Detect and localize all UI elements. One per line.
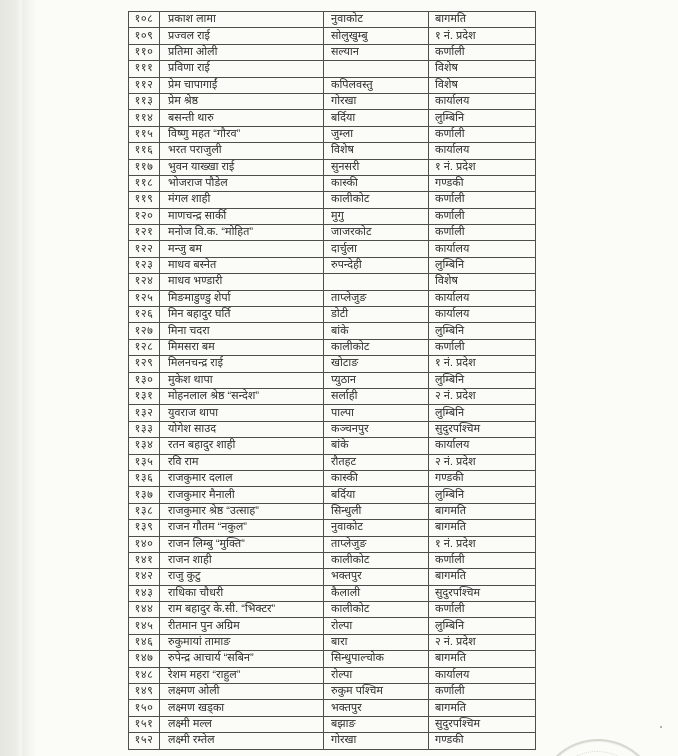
cell-district: कैलाली [324, 585, 429, 601]
cell-province: कार्यालय [429, 438, 536, 454]
cell-number: ११२ [129, 77, 160, 93]
cell-number: १४७ [129, 651, 160, 667]
cell-district: सिन्धुली [324, 503, 429, 519]
table-row [129, 552, 536, 568]
cell-province: सुदुरपश्चिम [429, 421, 536, 437]
table-row [129, 126, 536, 142]
table-row [129, 274, 536, 290]
table-row [129, 634, 536, 650]
cell-number: १३६ [129, 470, 160, 486]
table-row [129, 61, 536, 77]
cell-province: बागमति [429, 569, 536, 585]
cell-number: १३१ [129, 388, 160, 404]
cell-number: १४९ [129, 684, 160, 700]
cell-district: भक्तपुर [324, 569, 429, 585]
cell-province: सुदुरपश्चिम [429, 585, 536, 601]
cell-number: १४८ [129, 667, 160, 683]
cell-province: बागमति [429, 12, 536, 28]
cell-district: कपिलवस्तु [324, 77, 429, 93]
table-row [129, 175, 536, 191]
cell-district: बांके [324, 323, 429, 339]
cell-district: रौतहट [324, 454, 429, 470]
cell-province: सुदुरपश्चिम [429, 716, 536, 732]
cell-district: प्युठान [324, 372, 429, 388]
cell-province: गण्डकी [429, 470, 536, 486]
cell-province: गण्डकी [429, 175, 536, 191]
cell-district: नुवाकोट [324, 520, 429, 536]
table-row [129, 454, 536, 470]
cell-number: १३९ [129, 520, 160, 536]
cell-province: लुम्बिनि [429, 487, 536, 503]
cell-name: मिलनचन्द्र राई [160, 356, 324, 372]
cell-province: २ नं. प्रदेश [429, 634, 536, 650]
cell-name: मन्जु बम [160, 241, 324, 257]
cell-province: गण्डकी [429, 733, 536, 749]
cell-district: सुनसरी [324, 159, 429, 175]
table-row [129, 536, 536, 552]
cell-name: मोहनलाल श्रेष्ठ “सन्देश” [160, 388, 324, 404]
cell-district [324, 61, 429, 77]
cell-number: १२२ [129, 241, 160, 257]
cell-district: पाल्पा [324, 405, 429, 421]
cell-province: १ नं. प्रदेश [429, 356, 536, 372]
cell-name: राम बहादुर के.सी. “भिक्टर” [160, 602, 324, 618]
cell-number: १२० [129, 208, 160, 224]
cell-province: कर्णाली [429, 339, 536, 355]
cell-province: कर्णाली [429, 225, 536, 241]
roster-table [128, 11, 536, 750]
cell-number: १४५ [129, 618, 160, 634]
cell-number: १४१ [129, 552, 160, 568]
cell-district: विशेष [324, 143, 429, 159]
cell-district: रुकुम पश्चिम [324, 684, 429, 700]
cell-province: १ नं. प्रदेश [429, 159, 536, 175]
cell-number: १२८ [129, 339, 160, 355]
cell-number: १२३ [129, 257, 160, 273]
cell-name: राजन शाही [160, 552, 324, 568]
cell-number: ११५ [129, 126, 160, 142]
cell-name: रीतमान पुन अग्रिम [160, 618, 324, 634]
table-row [129, 307, 536, 323]
cell-province: बागमति [429, 520, 536, 536]
cell-name: मंगल शाही [160, 192, 324, 208]
table-row [129, 323, 536, 339]
cell-district: सिन्धुपाल्चोक [324, 651, 429, 667]
cell-district: रोल्पा [324, 667, 429, 683]
cell-name: रवि राम [160, 454, 324, 470]
cell-number: ११९ [129, 192, 160, 208]
cell-province: कर्णाली [429, 684, 536, 700]
cell-province: कर्णाली [429, 208, 536, 224]
cell-number: १४३ [129, 585, 160, 601]
cell-district: गोरखा [324, 93, 429, 109]
cell-province: बागमति [429, 700, 536, 716]
table-row [129, 192, 536, 208]
cell-province: लुम्बिनि [429, 372, 536, 388]
cell-number: ११३ [129, 93, 160, 109]
cell-province: कार्यालय [429, 93, 536, 109]
cell-name: प्रेम चापागाईं [160, 77, 324, 93]
cell-province: २ नं. प्रदेश [429, 388, 536, 404]
cell-district: ताप्लेजुङ [324, 536, 429, 552]
cell-name: प्रकाश लामा [160, 12, 324, 28]
cell-name: भुवन याख्खा राई [160, 159, 324, 175]
cell-district: रुपन्देही [324, 257, 429, 273]
table-row [129, 110, 536, 126]
cell-name: प्रतिमा ओली [160, 44, 324, 60]
cell-name: योगेश साउद [160, 421, 324, 437]
cell-name: मिङमाडुण्डु शेर्पा [160, 290, 324, 306]
cell-number: १३४ [129, 438, 160, 454]
cell-name: प्रेम श्रेष्ठ [160, 93, 324, 109]
cell-district: सोलुखुम्बु [324, 28, 429, 44]
cell-district: कञ्चनपुर [324, 421, 429, 437]
cell-district: बर्दिया [324, 487, 429, 503]
cell-province: बागमति [429, 651, 536, 667]
cell-province: कर्णाली [429, 602, 536, 618]
cell-name: लक्ष्मण ओली [160, 684, 324, 700]
cell-name: विष्णु महत “गौरव” [160, 126, 324, 142]
cell-province: कर्णाली [429, 126, 536, 142]
cell-district: कालीकोट [324, 602, 429, 618]
cell-province: कार्यालय [429, 143, 536, 159]
cell-district: सल्यान [324, 44, 429, 60]
table-row [129, 143, 536, 159]
cell-district: सर्लाही [324, 388, 429, 404]
table-row [129, 159, 536, 175]
cell-district: बझाङ [324, 716, 429, 732]
cell-number: १३८ [129, 503, 160, 519]
table-row [129, 257, 536, 273]
cell-number: १२९ [129, 356, 160, 372]
table-row [129, 651, 536, 667]
cell-province: विशेष [429, 274, 536, 290]
cell-name: रेशम महरा “राहुल” [160, 667, 324, 683]
cell-province: कर्णाली [429, 44, 536, 60]
cell-name: माधव बस्नेत [160, 257, 324, 273]
table-row [129, 602, 536, 618]
cell-name: मिन बहादुर घर्ति [160, 307, 324, 323]
cell-number: १४० [129, 536, 160, 552]
table-row [129, 618, 536, 634]
cell-number: १३० [129, 372, 160, 388]
cell-number: १२४ [129, 274, 160, 290]
cell-district: रोल्पा [324, 618, 429, 634]
cell-number: १२१ [129, 225, 160, 241]
cell-district: कास्की [324, 175, 429, 191]
cell-number: १२७ [129, 323, 160, 339]
cell-number: १५२ [129, 733, 160, 749]
table-row [129, 241, 536, 257]
table-row [129, 372, 536, 388]
cell-name: लक्ष्मी मल्ल [160, 716, 324, 732]
cell-name: राजकुमार दलाल [160, 470, 324, 486]
cell-name: माणचन्द्र सार्की [160, 208, 324, 224]
cell-name: राजकुमार श्रेष्ठ “उत्साह” [160, 503, 324, 519]
cell-number: ११६ [129, 143, 160, 159]
table-row [129, 290, 536, 306]
cell-province: १ नं. प्रदेश [429, 536, 536, 552]
cell-province: कर्णाली [429, 192, 536, 208]
cell-district: ताप्लेजुङ [324, 290, 429, 306]
cell-district: डोटी [324, 307, 429, 323]
cell-district: दार्चुला [324, 241, 429, 257]
cell-name: लक्ष्मण खड्का [160, 700, 324, 716]
cell-number: १११ [129, 61, 160, 77]
cell-name: राजन लिम्बु “मुक्ति” [160, 536, 324, 552]
cell-district: बर्दिया [324, 110, 429, 126]
cell-number: १२६ [129, 307, 160, 323]
table-row [129, 421, 536, 437]
cell-province: कर्णाली [429, 552, 536, 568]
cell-name: राजन गौतम “नकुल” [160, 520, 324, 536]
cell-province: बागमति [429, 503, 536, 519]
roster-table-body [129, 12, 536, 750]
cell-province: २ नं. प्रदेश [429, 454, 536, 470]
cell-name: रुपेन्द्र आचार्य “सबिन” [160, 651, 324, 667]
cell-district [324, 274, 429, 290]
cell-district: बारा [324, 634, 429, 650]
scan-speck [660, 726, 662, 728]
cell-district: जाजरकोट [324, 225, 429, 241]
cell-number: १३२ [129, 405, 160, 421]
official-seal-stamp [537, 739, 659, 756]
cell-name: प्रज्वल राई [160, 28, 324, 44]
cell-province: लुम्बिनि [429, 405, 536, 421]
cell-name: मिमसरा बम [160, 339, 324, 355]
cell-district: कालीकोट [324, 192, 429, 208]
table-row [129, 684, 536, 700]
table-row [129, 208, 536, 224]
cell-name: रतन बहादुर शाही [160, 438, 324, 454]
table-row [129, 12, 536, 28]
cell-province: १ नं. प्रदेश [429, 28, 536, 44]
cell-name: बसन्ती थारु [160, 110, 324, 126]
cell-province: लुम्बिनि [429, 110, 536, 126]
scan-streak [22, 0, 36, 756]
cell-province: कार्यालय [429, 241, 536, 257]
cell-province: कार्यालय [429, 307, 536, 323]
table-row [129, 520, 536, 536]
cell-number: ११७ [129, 159, 160, 175]
cell-name: युवराज थापा [160, 405, 324, 421]
cell-province: कार्यालय [429, 667, 536, 683]
table-row [129, 93, 536, 109]
cell-province: कार्यालय [429, 290, 536, 306]
cell-number: ११० [129, 44, 160, 60]
cell-number: ११४ [129, 110, 160, 126]
cell-district: कालीकोट [324, 339, 429, 355]
table-row [129, 388, 536, 404]
official-seal-inner-ring [549, 751, 645, 756]
cell-name: मुकेश थापा [160, 372, 324, 388]
cell-name: माधव भण्डारी [160, 274, 324, 290]
cell-name: भोजराज पौडेल [160, 175, 324, 191]
cell-name: भरत पराजुली [160, 143, 324, 159]
cell-province: लुम्बिनि [429, 257, 536, 273]
cell-number: ११८ [129, 175, 160, 191]
table-row [129, 438, 536, 454]
cell-number: १४४ [129, 602, 160, 618]
cell-district: कास्की [324, 470, 429, 486]
table-row [129, 339, 536, 355]
cell-number: १२५ [129, 290, 160, 306]
cell-name: राजु कुटु [160, 569, 324, 585]
cell-name: राजकुमार मैनाली [160, 487, 324, 503]
cell-province: लुम्बिनि [429, 618, 536, 634]
cell-number: १३३ [129, 421, 160, 437]
cell-district: खोटाङ [324, 356, 429, 372]
table-row [129, 44, 536, 60]
table-row [129, 28, 536, 44]
cell-name: मिना चदरा [160, 323, 324, 339]
cell-number: १०८ [129, 12, 160, 28]
table-row [129, 356, 536, 372]
cell-district: बांके [324, 438, 429, 454]
cell-province: विशेष [429, 61, 536, 77]
cell-number: १३७ [129, 487, 160, 503]
cell-district: भक्तपुर [324, 700, 429, 716]
cell-name: लक्ष्मी रम्तेल [160, 733, 324, 749]
cell-district: गोरखा [324, 733, 429, 749]
cell-number: १३५ [129, 454, 160, 470]
scan-edge-shadow [0, 0, 22, 756]
cell-number: १०९ [129, 28, 160, 44]
table-row [129, 733, 536, 749]
table-row [129, 487, 536, 503]
cell-province: विशेष [429, 77, 536, 93]
table-row [129, 585, 536, 601]
table-row [129, 405, 536, 421]
table-row [129, 716, 536, 732]
cell-number: १४२ [129, 569, 160, 585]
cell-name: राधिका चौधरी [160, 585, 324, 601]
table-row [129, 77, 536, 93]
table-row [129, 470, 536, 486]
cell-district: मुगु [324, 208, 429, 224]
cell-name: प्रविणा राई [160, 61, 324, 77]
table-row [129, 667, 536, 683]
cell-province: लुम्बिनि [429, 323, 536, 339]
cell-district: जुम्ला [324, 126, 429, 142]
cell-number: १५० [129, 700, 160, 716]
table-row [129, 503, 536, 519]
table-row [129, 700, 536, 716]
cell-district: नुवाकोट [324, 12, 429, 28]
cell-number: १४६ [129, 634, 160, 650]
cell-name: रुकुमायां तामाङ [160, 634, 324, 650]
cell-name: मनोज वि.क. “मोहित” [160, 225, 324, 241]
cell-district: कालीकोट [324, 552, 429, 568]
cell-number: १५१ [129, 716, 160, 732]
table-row [129, 225, 536, 241]
table-row [129, 569, 536, 585]
